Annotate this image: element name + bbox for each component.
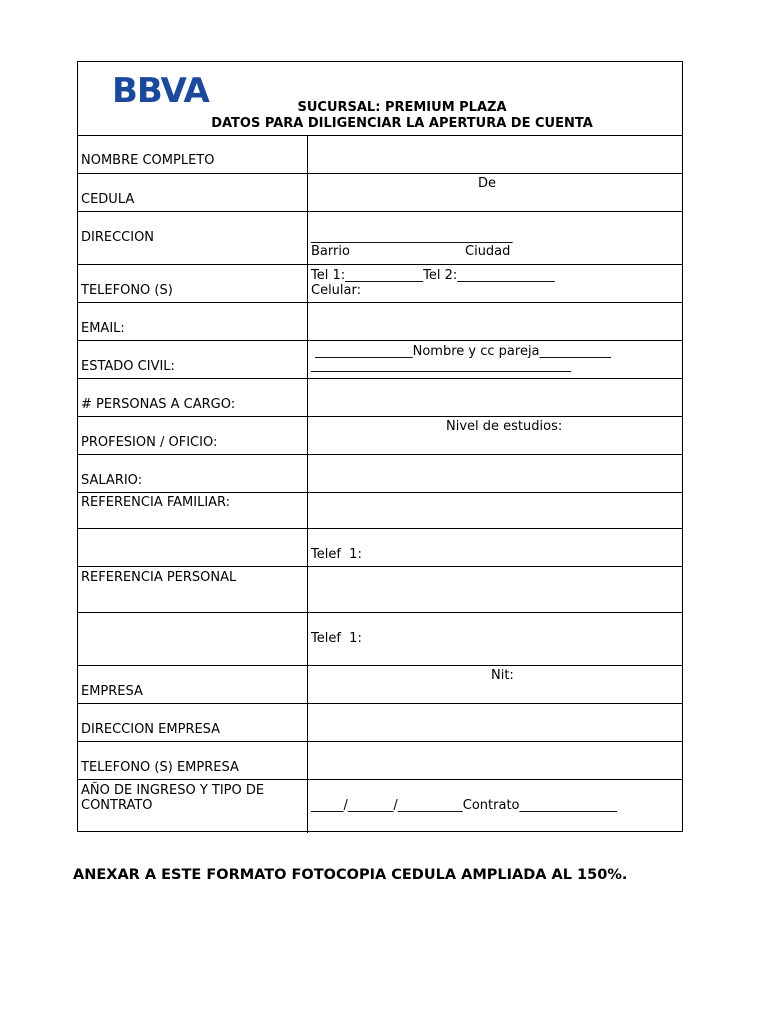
personas-label: # PERSONAS A CARGO:: [81, 397, 236, 412]
salario-label: SALARIO:: [81, 473, 143, 488]
barrio-label: Barrio: [311, 244, 350, 259]
estado-civil-line2: ________________________________________: [311, 358, 571, 373]
ref-personal-tel-field[interactable]: [307, 613, 682, 665]
row-telefono: [78, 265, 682, 303]
form-header: [78, 62, 682, 136]
telefono-label: TELEFONO (S): [81, 283, 173, 298]
estado-civil-label: ESTADO CIVIL:: [81, 359, 175, 374]
ingreso-field[interactable]: [307, 780, 682, 833]
tel-empresa-label: TELEFONO (S) EMPRESA: [81, 760, 239, 775]
direccion-field[interactable]: [307, 212, 682, 264]
row-ref-personal-tel: [78, 613, 682, 666]
ciudad-label: Ciudad: [465, 244, 511, 259]
cedula-de-label: De: [478, 176, 497, 191]
row-tel-empresa: [78, 742, 682, 780]
ref-familiar-tel-field[interactable]: [307, 529, 682, 566]
ingreso-label-2: CONTRATO: [81, 798, 153, 813]
ref-familiar-field[interactable]: [307, 493, 682, 528]
row-dir-empresa: [78, 704, 682, 742]
telefono-field[interactable]: [307, 265, 682, 302]
cedula-field[interactable]: [307, 174, 682, 211]
row-ref-familiar-tel: [78, 529, 682, 567]
row-direccion: [78, 212, 682, 265]
row-email: [78, 303, 682, 341]
ref-personal-telef-label: Telef 1:: [311, 631, 362, 646]
telefono-line1: Tel 1:____________Tel 2:_______________: [311, 268, 555, 283]
ref-personal-label: REFERENCIA PERSONAL: [81, 570, 237, 585]
profesion-field[interactable]: [307, 417, 682, 454]
cedula-label: CEDULA: [81, 192, 135, 207]
row-ref-personal: [78, 567, 682, 613]
empresa-label: EMPRESA: [81, 684, 143, 699]
branch-title: SUCURSAL: PREMIUM PLAZA: [297, 100, 507, 115]
row-profesion: [78, 417, 682, 455]
salario-field[interactable]: [307, 455, 682, 492]
direccion-label: DIRECCION: [81, 230, 155, 245]
row-cedula: [78, 174, 682, 212]
ref-familiar-label: REFERENCIA FAMILIAR:: [81, 495, 231, 510]
ref-personal-field[interactable]: [307, 567, 682, 612]
bbva-logo: BBVA: [112, 71, 209, 111]
account-form: [77, 61, 683, 832]
email-label: EMAIL:: [81, 321, 125, 336]
row-ref-familiar: [78, 493, 682, 529]
email-field[interactable]: [307, 303, 682, 340]
row-salario: [78, 455, 682, 493]
row-nombre: [78, 136, 682, 174]
tel-empresa-field[interactable]: [307, 742, 682, 779]
celular-label: Celular:: [311, 283, 362, 298]
form-title: DATOS PARA DILIGENCIAR LA APERTURA DE CUENTA: [211, 116, 593, 131]
footer-note: ANEXAR A ESTE FORMATO FOTOCOPIA CEDULA AMPLIADA AL 150%.: [73, 867, 628, 883]
dir-empresa-field[interactable]: [307, 704, 682, 741]
personas-field[interactable]: [307, 379, 682, 416]
empresa-field[interactable]: [307, 666, 682, 703]
profesion-label: PROFESION / OFICIO:: [81, 435, 218, 450]
row-estado-civil: [78, 341, 682, 379]
nombre-field[interactable]: [307, 136, 682, 173]
row-personas: [78, 379, 682, 417]
ref-familiar-telef-label: Telef 1:: [311, 547, 362, 562]
direccion-line: _______________________________: [311, 229, 513, 244]
estado-civil-field[interactable]: [307, 341, 682, 378]
ingreso-value: _____/_______/__________Contrato_______________: [311, 798, 617, 813]
nombre-label: NOMBRE COMPLETO: [81, 153, 215, 168]
row-ingreso: [78, 780, 682, 833]
ingreso-label-1: AÑO DE INGRESO Y TIPO DE: [81, 783, 265, 798]
row-empresa: [78, 666, 682, 704]
estado-civil-line1: _______________Nombre y cc pareja___________: [311, 344, 612, 359]
nivel-estudios-label: Nivel de estudios:: [446, 419, 563, 434]
dir-empresa-label: DIRECCION EMPRESA: [81, 722, 221, 737]
nit-label: Nit:: [491, 668, 514, 683]
